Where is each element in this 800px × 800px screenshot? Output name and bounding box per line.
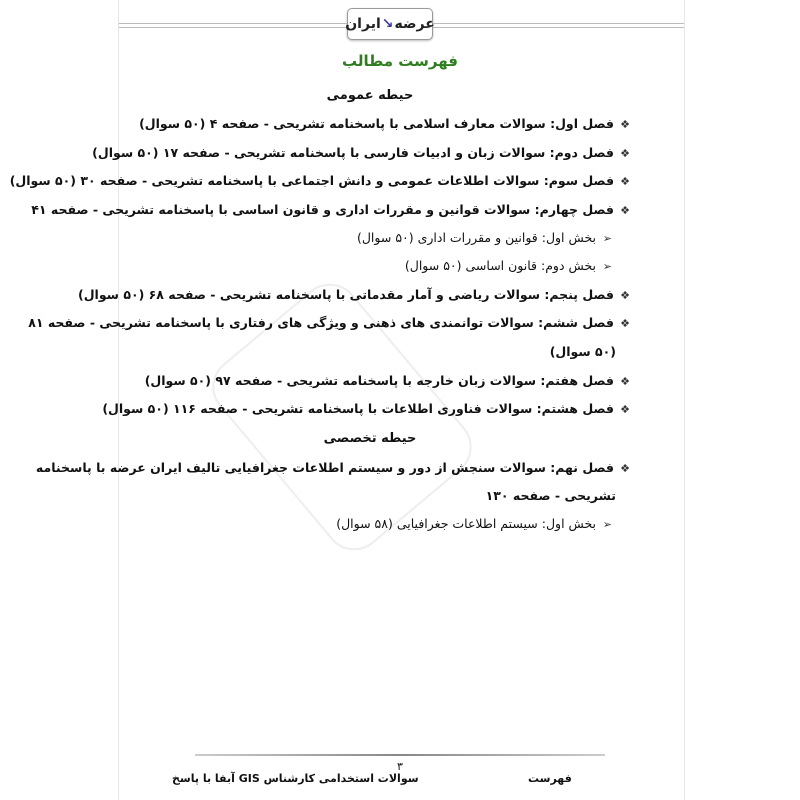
brand-logo: ایران ↘ عرضه [347, 8, 433, 40]
toc-item-text: فصل چهارم: سوالات قوانین و مقررات اداری و قانون اساسی با پاسخنامه تشریحی - صفحه ۴۱ [31, 202, 614, 217]
toc-item-text: فصل دوم: سوالات زبان و ادبیات فارسی با پاسخنامه تشریحی - صفحه ۱۷ (۵۰ سوال) [92, 145, 614, 160]
toc-item-text: بخش اول: سیستم اطلاعات جغرافیایی (۵۸ سوال) [336, 516, 596, 531]
toc-item-text: بخش دوم: قانون اساسی (۵۰ سوال) [404, 258, 596, 273]
diamond-bullet-icon: ❖ [620, 118, 630, 131]
toc-item-text: فصل ششم: سوالات توانمندی های ذهنی و ویژگی های رفتاری با پاسخنامه تشریحی - صفحه ۸۱ [28, 315, 614, 330]
toc-item[interactable] [36, 460, 630, 475]
toc-item-text: فصل هفتم: سوالات زبان خارجه با پاسخنامه تشریحی - صفحه ۹۷ (۵۰ سوال) [144, 373, 614, 388]
toc-item[interactable] [31, 202, 630, 217]
toc-item-text: فصل پنجم: سوالات ریاضی و آمار مقدماتی با پاسخنامه تشریحی - صفحه ۶۸ (۵۰ سوال) [77, 287, 614, 302]
toc-item-text: فصل سوم: سوالات اطلاعات عمومی و دانش اجتماعی با پاسخنامه تشریحی - صفحه ۳۰ (۵۰ سوال) [9, 173, 614, 188]
footer-document-title: سوالات استخدامی کارشناس GIS آبفا با پاسخ [172, 772, 419, 785]
toc-item-text: فصل اول: سوالات معارف اسلامی با پاسخنامه تشریحی - صفحه ۴ (۵۰ سوال) [139, 116, 614, 131]
arrowhead-bullet-icon: ➢ [602, 232, 612, 245]
footer-section-name: فهرست [528, 772, 572, 785]
page-title: فهرست مطالب [342, 52, 458, 70]
toc-subitem[interactable] [405, 258, 612, 273]
toc-item-continuation: (۵۰ سوال) [549, 344, 616, 359]
diamond-bullet-icon: ❖ [620, 175, 630, 188]
footer-rule [195, 754, 605, 756]
toc-item-text: بخش اول: قوانین و مقررات اداری (۵۰ سوال) [356, 230, 596, 245]
arrowhead-bullet-icon: ➢ [602, 518, 612, 531]
arrowhead-bullet-icon: ➢ [602, 260, 612, 273]
section-heading: حیطه عمومی [326, 88, 414, 103]
toc-item-continuation: تشریحی - صفحه ۱۳۰ [485, 488, 616, 503]
page-number: ۳ [397, 760, 403, 773]
toc-item[interactable] [10, 173, 630, 188]
arrow-icon: ↘ [381, 16, 394, 32]
diamond-bullet-icon: ❖ [620, 403, 630, 416]
toc-item-text: فصل هشتم: سوالات فناوری اطلاعات با پاسخنامه تشریحی - صفحه ۱۱۶ (۵۰ سوال) [102, 401, 614, 416]
toc-item[interactable] [28, 315, 630, 330]
toc-item-text: فصل نهم: سوالات سنجش از دور و سیستم اطلاعات جغرافیایی تالیف ایران عرضه با پاسخنامه [35, 460, 614, 475]
diamond-bullet-icon: ❖ [620, 289, 630, 302]
diamond-bullet-icon: ❖ [620, 375, 630, 388]
diamond-bullet-icon: ❖ [620, 462, 630, 475]
toc-item[interactable] [102, 401, 630, 416]
toc-subitem[interactable] [357, 230, 612, 245]
section-heading: حیطه تخصصی [323, 431, 417, 446]
toc-item[interactable] [92, 145, 630, 160]
diamond-bullet-icon: ❖ [620, 317, 630, 330]
toc-item[interactable] [78, 287, 630, 302]
toc-item[interactable] [139, 116, 630, 131]
toc-item[interactable] [145, 373, 630, 388]
diamond-bullet-icon: ❖ [620, 204, 630, 217]
toc-subitem[interactable] [336, 516, 612, 531]
diamond-bullet-icon: ❖ [620, 147, 630, 160]
